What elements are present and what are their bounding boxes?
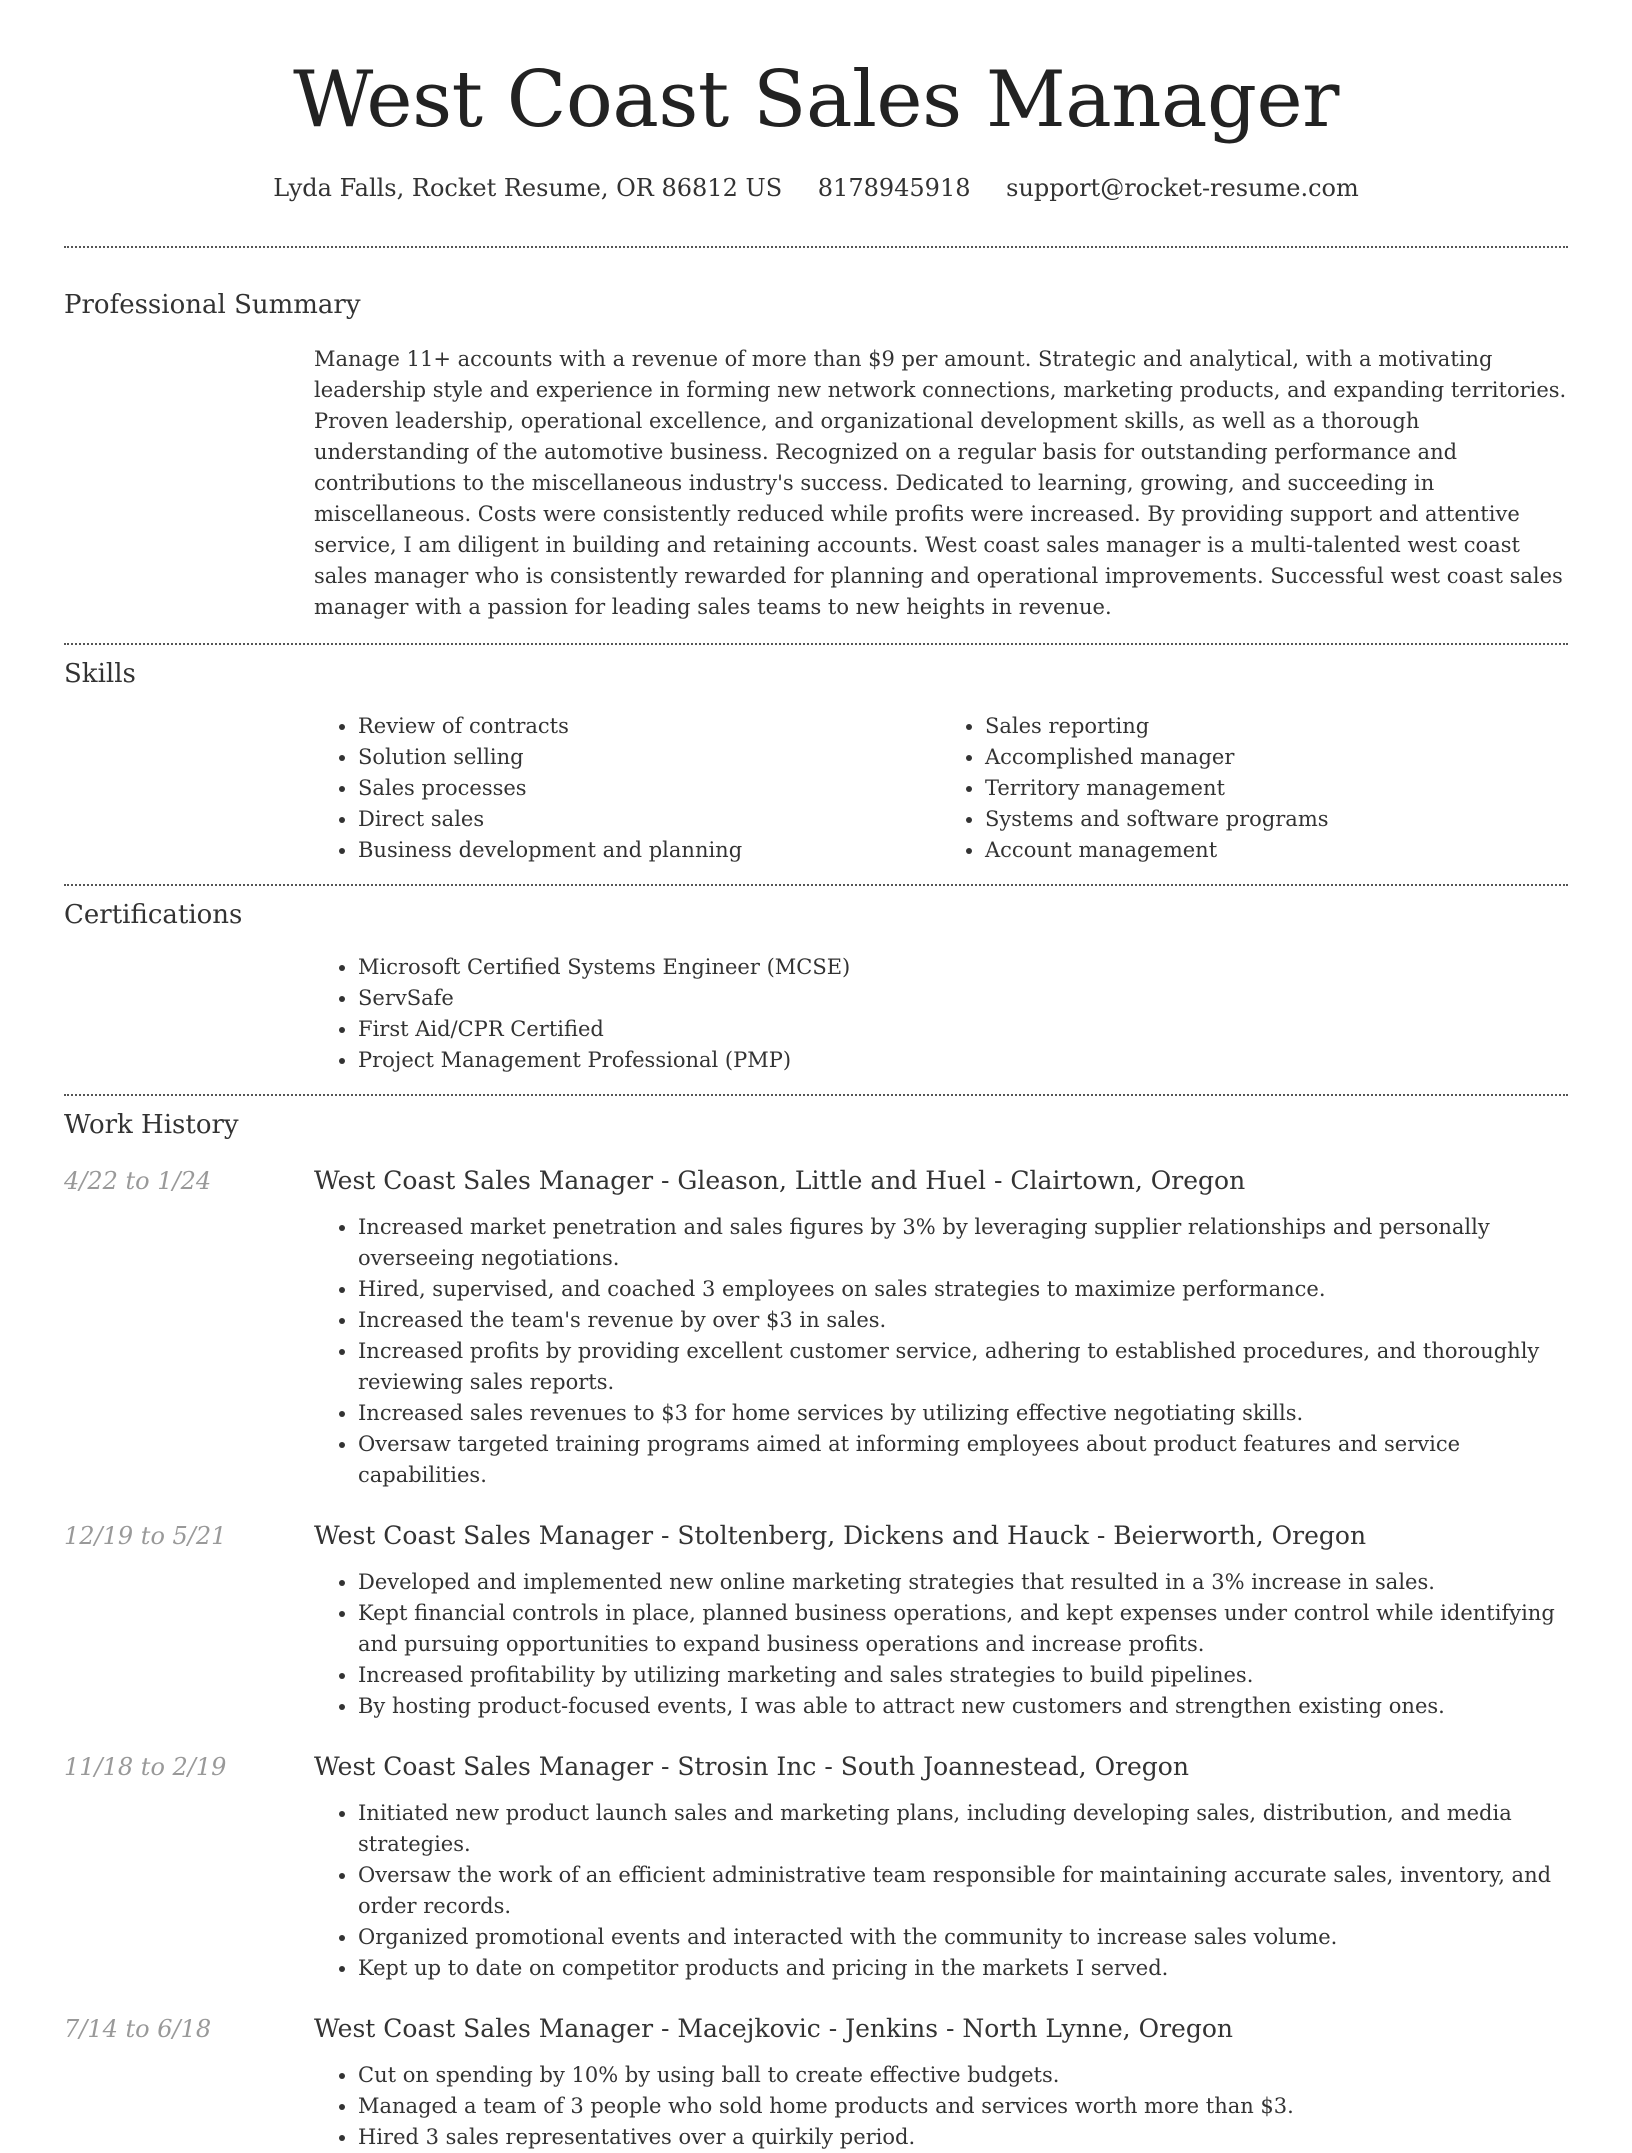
job-bullet: • Oversaw targeted training programs aimed at informing employees about product features and service capabilities. bbox=[358, 1429, 1568, 1491]
job-bullet: • Hired, supervised, and coached 3 employees on sales strategies to maximize performance. bbox=[358, 1274, 1568, 1305]
job-dates: 12/19 to 5/21 bbox=[64, 1522, 227, 1550]
job-bullet: • By hosting product-focused events, I was able to attract new customers and strengthen existing ones. bbox=[358, 1691, 1568, 1722]
job-title: West Coast Sales Manager - Gleason, Little and Huel - Clairtown, Oregon bbox=[314, 1166, 1246, 1195]
job-bullets bbox=[314, 1567, 1568, 1722]
job-bullet: • Kept up to date on competitor products and pricing in the markets I served. bbox=[358, 1953, 1568, 1984]
certification-item: • Microsoft Certified Systems Engineer (MCSE) bbox=[358, 952, 1568, 983]
skill-item: • Direct sales bbox=[358, 804, 941, 835]
job-dates: 11/18 to 2/19 bbox=[64, 1753, 227, 1781]
job-bullet: • Managed a team of 3 people who sold home products and services worth more than $3. bbox=[358, 2091, 1568, 2122]
skills-column-left bbox=[314, 711, 941, 866]
contact-line bbox=[0, 172, 1632, 204]
summary-heading: Professional Summary bbox=[64, 290, 361, 320]
job-bullets bbox=[314, 1798, 1568, 1984]
certifications-list bbox=[314, 952, 1568, 1076]
job-bullet-list bbox=[314, 1567, 1568, 1722]
certifications-heading: Certifications bbox=[64, 900, 243, 930]
job-bullet: • Increased the team's revenue by over $3 in sales. bbox=[358, 1305, 1568, 1336]
job-bullet: • Hired 3 sales representatives over a quirkily period. bbox=[358, 2122, 1568, 2153]
section-divider bbox=[64, 643, 1568, 645]
contact-address: Lyda Falls, Rocket Resume, OR 86812 US bbox=[273, 174, 783, 202]
skill-item: • Sales processes bbox=[358, 773, 941, 804]
skill-item: • Sales reporting bbox=[985, 711, 1568, 742]
skill-item: • Review of contracts bbox=[358, 711, 941, 742]
summary-body bbox=[314, 344, 1568, 623]
skill-item: • Territory management bbox=[985, 773, 1568, 804]
job-bullets bbox=[314, 2060, 1568, 2153]
job-bullet: • Developed and implemented new online marketing strategies that resulted in a 3% increase in sales. bbox=[358, 1567, 1568, 1598]
job-bullet: • Increased sales revenues to $3 for home services by utilizing effective negotiating skills. bbox=[358, 1398, 1568, 1429]
certification-item: • ServSafe bbox=[358, 983, 1568, 1014]
job-bullet: • Increased profitability by utilizing marketing and sales strategies to build pipelines. bbox=[358, 1660, 1568, 1691]
job-bullet: • Organized promotional events and interacted with the community to increase sales volume. bbox=[358, 1922, 1568, 1953]
certification-item: • Project Management Professional (PMP) bbox=[358, 1045, 1568, 1076]
job-bullet: • Increased market penetration and sales figures by 3% by leveraging supplier relationships and personally overseeing negotiations. bbox=[358, 1212, 1568, 1274]
section-divider bbox=[64, 246, 1568, 248]
job-bullet-list bbox=[314, 2060, 1568, 2153]
job-entry bbox=[64, 1164, 1568, 1198]
job-bullet: • Initiated new product launch sales and marketing plans, including developing sales, distribution, and media strategies. bbox=[358, 1798, 1568, 1860]
skill-item: • Business development and planning bbox=[358, 835, 941, 866]
skill-item: • Solution selling bbox=[358, 742, 941, 773]
job-entry bbox=[64, 1519, 1568, 1553]
section-divider bbox=[64, 1094, 1568, 1096]
job-entry bbox=[64, 1750, 1568, 1784]
summary-text: Manage 11+ accounts with a revenue of more than $9 per amount. Strategic and analytical, with a motivating leadership style and experience in forming new network connections, marketing products, and expanding territories. Proven leadership, operational excellence, and organizational development skills, as well as a thorough understanding of the automotive business. Recognized on a regular basis for outstanding performance and contributions to the miscellaneous industry's success. Dedicated to learning, growing, and succeeding in miscellaneous. Costs were consistently reduced while profits were increased. By providing support and attentive service, I am diligent in building and retaining accounts. West coast sales manager is a multi-talented west coast sales manager who is consistently rewarded for planning and operational improvements. Successful west coast sales manager with a passion for leading sales teams to new heights in revenue. bbox=[314, 347, 1567, 619]
job-bullet: • Kept financial controls in place, planned business operations, and kept expenses under control while identifying and pursuing opportunities to expand business operations and increase profits. bbox=[358, 1598, 1568, 1660]
job-title: West Coast Sales Manager - Strosin Inc - South Joannestead, Oregon bbox=[314, 1752, 1189, 1781]
job-dates: 7/14 to 6/18 bbox=[64, 2015, 212, 2043]
job-title: West Coast Sales Manager - Stoltenberg, Dickens and Hauck - Beierworth, Oregon bbox=[314, 1521, 1367, 1550]
skill-item: • Account management bbox=[985, 835, 1568, 866]
skill-item: • Accomplished manager bbox=[985, 742, 1568, 773]
work-history-heading: Work History bbox=[64, 1110, 239, 1140]
job-bullet-list bbox=[314, 1798, 1568, 1984]
job-entry bbox=[64, 2012, 1568, 2046]
certifications-bullets bbox=[314, 952, 1568, 1076]
skills-list bbox=[314, 711, 1568, 866]
job-bullet: • Cut on spending by 10% by using ball to create effective budgets. bbox=[358, 2060, 1568, 2091]
job-bullet: • Increased profits by providing excellent customer service, adhering to established procedures, and thoroughly reviewing sales reports. bbox=[358, 1336, 1568, 1398]
skills-heading: Skills bbox=[64, 659, 136, 689]
resume-name: West Coast Sales Manager bbox=[293, 55, 1339, 145]
contact-email: support@rocket-resume.com bbox=[1006, 174, 1359, 202]
job-bullets bbox=[314, 1212, 1568, 1491]
skills-column-right bbox=[941, 711, 1568, 866]
contact-phone: 8178945918 bbox=[817, 174, 971, 202]
certification-item: • First Aid/CPR Certified bbox=[358, 1014, 1568, 1045]
skill-item: • Systems and software programs bbox=[985, 804, 1568, 835]
section-divider bbox=[64, 884, 1568, 886]
job-bullet: • Oversaw the work of an efficient administrative team responsible for maintaining accurate sales, inventory, and order records. bbox=[358, 1860, 1568, 1922]
job-title: West Coast Sales Manager - Macejkovic - Jenkins - North Lynne, Oregon bbox=[314, 2014, 1233, 2043]
job-dates: 4/22 to 1/24 bbox=[64, 1167, 212, 1195]
job-bullet-list bbox=[314, 1212, 1568, 1491]
